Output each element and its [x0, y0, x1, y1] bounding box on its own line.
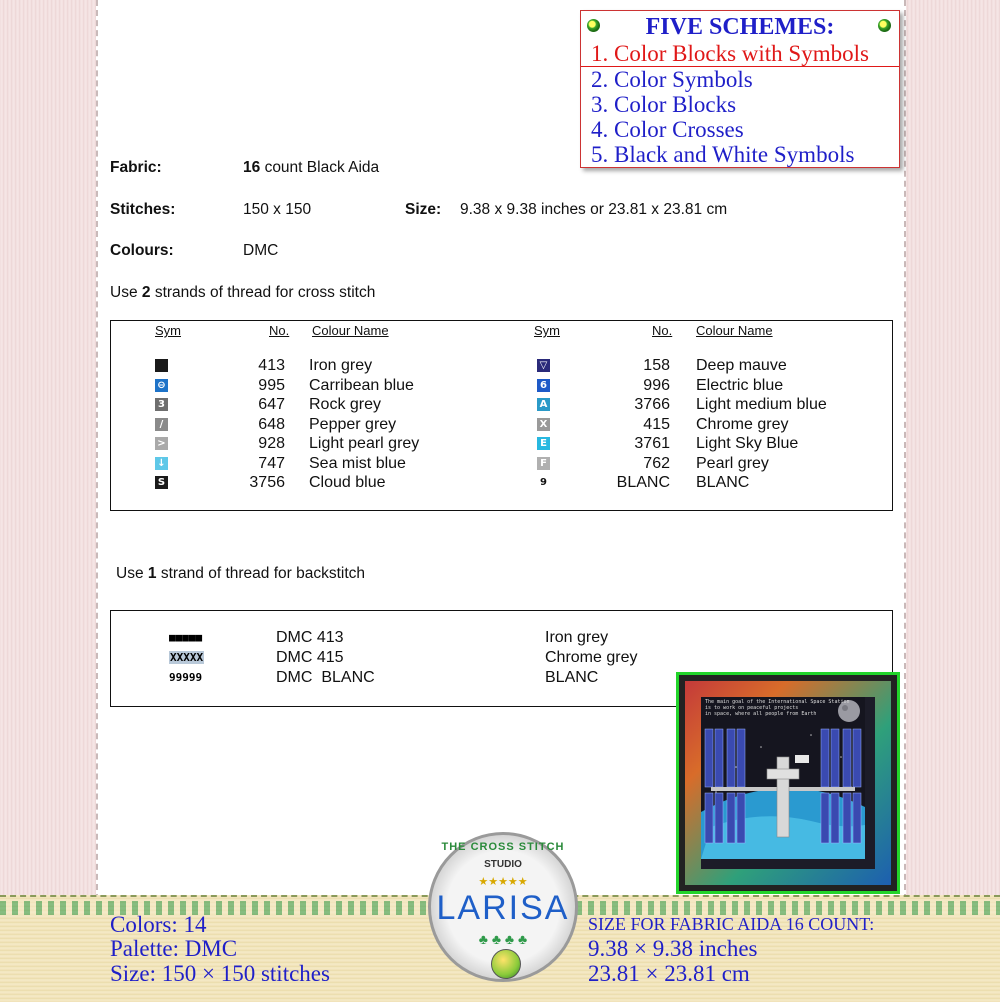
instruction-text: Use	[110, 284, 138, 301]
stitches-label: Stitches:	[110, 201, 176, 218]
symbol-swatch: 6	[537, 379, 550, 392]
dmc-number: 762	[643, 454, 670, 472]
pattern-preview-thumbnail	[676, 672, 900, 894]
symbol-swatch: 3	[155, 398, 168, 411]
colour-name: Light medium blue	[696, 396, 827, 413]
fabric-type: count Black Aida	[264, 159, 380, 176]
colour-name: Electric blue	[696, 376, 784, 394]
schemes-title: FIVE SCHEMES:	[645, 14, 835, 40]
strand-count: 1	[147, 565, 157, 582]
symbol-swatch: E	[537, 437, 550, 450]
logo-clover-icon: ♣ ♣ ♣ ♣	[478, 931, 528, 947]
dmc-number: 648	[258, 415, 285, 433]
instruction-text: Use	[116, 565, 144, 582]
backstitch-instruction	[116, 565, 365, 583]
dmc-number: 928	[258, 435, 285, 452]
col-header-name: Colour Name	[696, 323, 773, 338]
symbol-swatch: X	[537, 418, 550, 431]
footer-cm: 23.81 × 23.81 cm	[588, 961, 750, 986]
backstitch-colour-name: Iron grey	[545, 629, 609, 646]
backstitch-colour-name: BLANC	[545, 669, 599, 686]
logo-ball-icon	[491, 949, 521, 979]
colours-value: DMC	[243, 242, 279, 259]
colour-name: Chrome grey	[696, 415, 789, 433]
colour-name: BLANC	[696, 474, 750, 491]
green-bullet-icon	[878, 19, 891, 32]
footer-fabric-head: SIZE FOR FABRIC AIDA 16 COUNT:	[588, 914, 875, 934]
dmc-number: 3766	[634, 396, 670, 413]
strand-count: 2	[141, 284, 151, 301]
symbol-swatch: ↓	[155, 457, 168, 470]
symbol-swatch	[155, 359, 168, 372]
colour-name: Pepper grey	[309, 415, 397, 433]
symbol-swatch: 9	[537, 476, 550, 489]
caption-line: in space, where all people from Earth	[705, 711, 817, 717]
instruction-text: strands of thread for cross stitch	[154, 284, 376, 301]
backstitch-pattern: ■■■■■	[169, 631, 203, 644]
symbol-swatch: ▽	[537, 359, 550, 372]
cross-stitch-instruction	[110, 284, 375, 302]
col-header-sym: Sym	[155, 323, 181, 338]
stitches-value: 150 x 150	[243, 201, 312, 218]
schemes-title-row	[581, 13, 899, 41]
scheme-option-1[interactable]: 1. Color Blocks with Symbols	[581, 41, 899, 67]
footer-inches: 9.38 × 9.38 inches	[588, 936, 758, 961]
symbol-swatch: A	[537, 398, 550, 411]
size-value: 9.38 x 9.38 inches or 23.81 x 23.81 cm	[460, 201, 728, 218]
green-bullet-icon	[587, 19, 600, 32]
logo-stars-icon: ★★★★★	[478, 876, 528, 888]
footer-palette: Palette: DMC	[110, 936, 238, 961]
space-station-svg	[701, 697, 865, 859]
backstitch-pattern: 99999	[169, 671, 203, 684]
colour-name: Light pearl grey	[309, 435, 420, 452]
scheme-option-2[interactable]: 2. Color Symbols	[591, 67, 753, 92]
thumbnail-caption	[705, 699, 850, 717]
colour-name: Pearl grey	[696, 454, 769, 472]
fabric-count: 16	[243, 159, 261, 176]
colour-table	[110, 320, 893, 511]
logo-studio-text: STUDIO	[484, 859, 522, 870]
logo-name: LARISA	[436, 889, 570, 927]
backstitch-pattern: XXXXX	[170, 651, 204, 664]
dmc-number: 3756	[249, 474, 285, 491]
caption-line: is to work on peaceful projects	[705, 705, 799, 711]
dmc-number: 158	[643, 357, 670, 374]
caption-line: The main goal of the International Space Station	[705, 699, 850, 705]
dmc-number: 647	[258, 396, 285, 413]
colour-name: Rock grey	[309, 396, 382, 413]
fabric-value	[243, 159, 379, 177]
col-header-name: Colour Name	[312, 323, 389, 338]
dmc-number: 3761	[634, 435, 670, 452]
size-label: Size:	[405, 201, 442, 218]
colour-name: Cloud blue	[309, 474, 386, 491]
colour-name: Sea mist blue	[309, 454, 406, 472]
backstitch-colour-name: Chrome grey	[545, 649, 638, 666]
colours-label: Colours:	[110, 242, 174, 259]
symbol-swatch: F	[537, 457, 550, 470]
colour-name: Light Sky Blue	[696, 435, 799, 452]
symbol-swatch: S	[155, 476, 168, 489]
dmc-number: 413	[258, 357, 285, 374]
backstitch-dmc: DMC 413	[276, 629, 344, 646]
footer-colors: Colors: 14	[110, 912, 207, 937]
schemes-panel	[580, 10, 900, 168]
dmc-number: 415	[643, 415, 670, 433]
symbol-swatch: ⊖	[155, 379, 168, 392]
scheme-option-3[interactable]: 3. Color Blocks	[591, 92, 737, 117]
scheme-option-4[interactable]: 4. Color Crosses	[591, 117, 744, 142]
studio-logo	[428, 832, 578, 982]
space-station-image	[701, 697, 875, 869]
scheme-option-5[interactable]: 5. Black and White Symbols	[591, 142, 855, 167]
dmc-number: BLANC	[616, 474, 670, 491]
symbol-swatch: /	[155, 418, 168, 431]
instruction-text: strand of thread for backstitch	[160, 565, 366, 582]
dmc-number: 747	[258, 454, 285, 472]
colour-name: Deep mauve	[696, 357, 787, 374]
col-header-no: No.	[269, 323, 290, 338]
backstitch-dmc: DMC 415	[276, 649, 344, 666]
dmc-number: 995	[258, 376, 285, 394]
fabric-label: Fabric:	[110, 159, 162, 176]
colour-name: Carribean blue	[309, 376, 414, 394]
dmc-number: 996	[643, 376, 670, 394]
col-header-sym: Sym	[534, 323, 560, 338]
colour-name: Iron grey	[309, 357, 373, 374]
backstitch-dmc: DMC BLANC	[276, 669, 375, 686]
logo-arc-text: THE CROSS STITCH	[441, 841, 565, 853]
symbol-swatch: >	[155, 437, 168, 450]
footer-size: Size: 150 × 150 stitches	[110, 961, 330, 986]
col-header-no: No.	[652, 323, 673, 338]
